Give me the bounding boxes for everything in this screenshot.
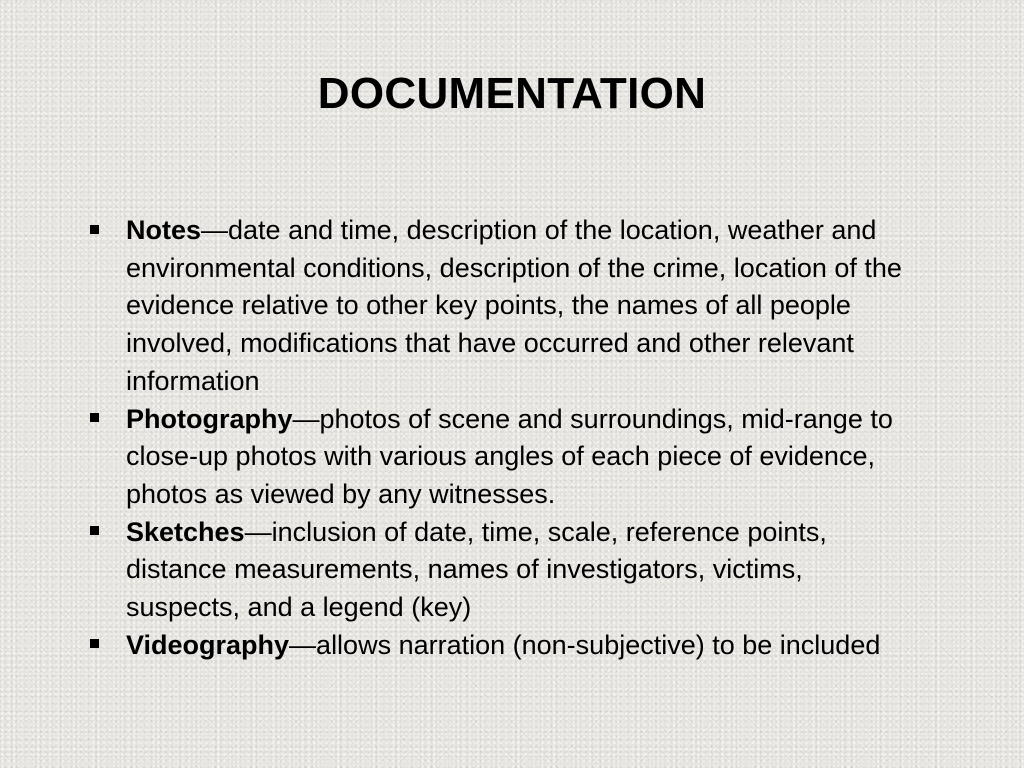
square-bullet-icon	[90, 413, 99, 422]
bullet-term: Notes	[126, 215, 202, 245]
bullet-item-videography	[88, 627, 918, 665]
bullet-text: —inclusion of date, time, scale, reference points, distance measurements, names of investigators, victims, suspects, and a legend (key)	[126, 516, 827, 623]
bullet-text: —allows narration (non-subjective) to be included	[289, 629, 881, 660]
bullet-term: Videography	[126, 629, 290, 660]
bullet-term: Photography	[126, 403, 293, 434]
bullet-text: —photos of scene and surroundings, mid-range to close-up photos with various angles of each piece of evidence, photos as viewed by any witnesses.	[126, 403, 893, 509]
slide-title: DOCUMENTATION	[317, 69, 707, 118]
bullet-term: Sketches	[126, 516, 245, 547]
bullet-text: —date and time, description of the location, weather and environmental conditions, description of the crime, location of the evidence relative to other key points, the names of all people involved, modifications that have occurred and other relevant information	[126, 215, 902, 396]
bullet-item-notes	[88, 212, 918, 401]
square-bullet-icon	[90, 639, 99, 648]
square-bullet-icon	[90, 225, 99, 234]
bullet-item-photography	[88, 401, 918, 514]
bullet-item-sketches	[88, 514, 918, 627]
bullet-list	[88, 212, 918, 664]
square-bullet-icon	[90, 526, 99, 535]
